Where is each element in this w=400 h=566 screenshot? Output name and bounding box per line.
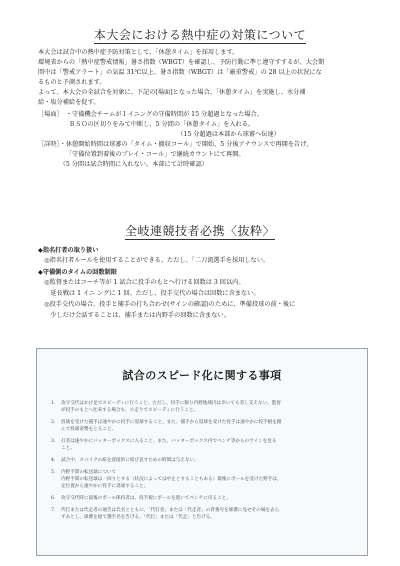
- rule-heading-dh: ◆指名打者の取り扱い: [38, 247, 99, 254]
- scene-line-2: ＢＳＯの区切りをみて中断し、5 分間の「休憩タイム」を入れる。: [38, 121, 255, 128]
- intro-line-1: 本大会は試合中の熱中症予防対策として、「休憩タイム」を採用します。: [38, 49, 239, 56]
- list-item-cont: んで投球姿勢をとること。: [61, 427, 117, 432]
- scene-line-5: 「守備位置到着後のプレイ・コール」で継続カウントにて再開。: [38, 151, 245, 158]
- speed-up-box: [36, 348, 368, 556]
- intro-line-6: 給・塩分補給を促す。: [38, 99, 100, 106]
- list-item: 2. 投球を受けた捕手は速やかに投手に返球すること。また、捕手から返球を受けた投手は速やかに投手板を踏: [51, 420, 282, 425]
- scene-line-3: （15 分超過は本部から球審へ伝達）: [38, 131, 280, 138]
- list-item: 6. 攻守交代時に最後のボール保持者は、投手板にボールを置いてベンチに戻ること。: [51, 496, 231, 501]
- intro-line-2: 環境省からの「熱中症警戒情報」暑さ指数（WBGT）を確認し、予防行動に準じ遵守すするが、大会期: [38, 59, 325, 66]
- intro-line-4: るものと予測されます。: [38, 79, 106, 86]
- list-item: 7. 代打または代走者の通告は氏名とともに、「代打者」または「代走者」の背番号を球審に見せその場を去ら: [51, 508, 280, 513]
- scene-line-4: ［詳時］・休憩開始時間は球審の「タイム・撤収コール」で開始、5 分後アナウンスで再開を告げ、: [38, 141, 313, 148]
- list-item-cont: こと。: [61, 446, 75, 451]
- intro-line-3: 間中は「警戒アラート」の気温 31℃以上、暑さ指数（WBGT）は「厳重警戒」の 28 以上の状況にな: [38, 69, 322, 76]
- intro-line-5: よって、本大会の全試合を対象に、下記の[場面]となった場合、「休憩タイム」を実施し、水分補: [38, 89, 306, 96]
- rule-heading-timeout: ◆守備側のタイムの回数制限: [38, 269, 117, 276]
- scene-line-1: ［場面］ ・守備機会チームが１イニングの守備時間が 15 分超過となった場合。: [38, 111, 263, 118]
- list-item: 1. 攻守交代はかけ足でスピーディに行うこと。ただし、投手に限り内野地域内は歩いても差し支えない。監督: [51, 401, 281, 406]
- speed-up-title: 試合のスピード化に関する事項: [122, 369, 282, 382]
- list-item-cont: 定位置から速やかに投手に返球すること。: [61, 484, 149, 489]
- list-item-cont: 内野手間の転送球は一回りとする（状況によっては中止とすることもある）最後にボールを受けた野手は、: [61, 477, 282, 482]
- list-item: 5. 内野手間の転送球について: [51, 470, 117, 475]
- heat-stroke-title: 本大会における熱中症の対策について: [93, 28, 307, 42]
- list-item-cont: が投手のもとへ往来する場合も、小走りでスピーディに行うこと。: [61, 408, 199, 413]
- list-item: 3. 打者は速やかにバッターボックスに入ること。また、バッターボックス内でベンチ等からのサインを見る: [51, 439, 277, 444]
- rule-line: 延長戦は 1 イニ ングに 1 回。ただし、投手交代の場合は回数に含まない。: [38, 290, 260, 297]
- rule-line: ◎監督またはコーチ等が 1 試合に投手のもとへ行ける回数は 3 回以内。: [38, 279, 245, 286]
- rule-line: ◎投手交代の場合、投手と捕手の打ち合わせ(サインの確認)のために、準備投球の前・後に: [38, 301, 296, 308]
- rule-line: 少しだけ会話することは、捕手または内野手の回数に含まない。: [38, 312, 230, 319]
- rule-line: ◎指名打者ルールを使用することができる。ただし、「二刀流選手を採用しない。: [38, 257, 270, 264]
- rules-title: 全岐連競技者必携〈抜粋〉: [124, 224, 275, 238]
- list-item-cont: ずあとし、球審を経て選手名を告げる。「代打」または「代走」と告げる。: [61, 515, 215, 520]
- scene-line-6: （5 分間は試合時間に入れない。本部にて計時確認）: [38, 161, 208, 168]
- list-item: 4. 試合中、スパイクの紐を意図的に結び直すための時間は与えない。: [51, 458, 199, 463]
